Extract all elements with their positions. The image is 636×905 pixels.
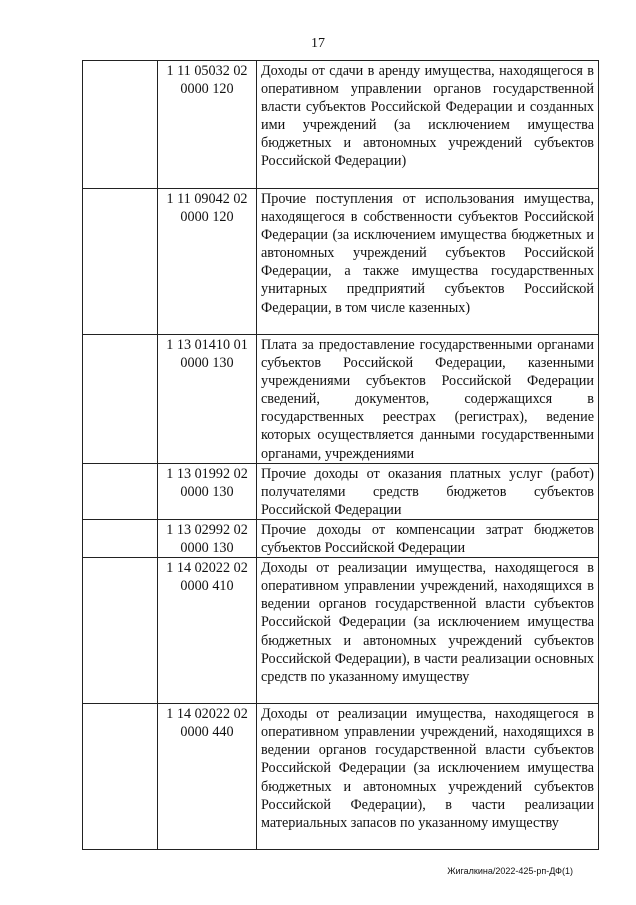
- revenue-description: Доходы от реализации имущества, находящегося в оперативном управлении учреждений, находящихся в ведении органов государственной власти субъектов Российской Федерации (за исключением имущества бюджетных и автономных учреждений субъектов Российской Федерации), в части реализации материальных запасов по указанному имуществу: [257, 704, 599, 850]
- empty-cell: [83, 519, 158, 557]
- page-number: 17: [311, 36, 325, 51]
- budget-code: 1 11 05032 02 0000 120: [158, 61, 257, 189]
- table-row: [83, 704, 599, 850]
- budget-code: 1 13 01410 01 0000 130: [158, 335, 257, 464]
- budget-code: 1 13 01992 02 0000 130: [158, 463, 257, 519]
- budget-revenue-table: [82, 60, 599, 850]
- revenue-description: Прочие доходы от компенсации затрат бюджетов субъектов Российской Федерации: [257, 519, 599, 557]
- budget-code: 1 14 02022 02 0000 440: [158, 704, 257, 850]
- revenue-description: Прочие поступления от использования имущества, находящегося в собственности субъектов Российской Федерации (за исключением имущества бюджетных и автономных учреждений субъектов Российской Федерации, а также имущества государственных унитарных предприятий субъектов Российской Федерации, в том числе казенных): [257, 189, 599, 335]
- revenue-description: Прочие доходы от оказания платных услуг (работ) получателями средств бюджетов субъектов Российской Федерации: [257, 463, 599, 519]
- revenue-description: Доходы от реализации имущества, находящегося в оперативном управлении учреждений, находящихся в ведении органов государственной власти субъектов Российской Федерации (за исключением имущества бюджетных и автономных учреждений субъектов Российской Федерации), в части реализации основных средств по указанному имуществу: [257, 558, 599, 704]
- budget-code: 1 13 02992 02 0000 130: [158, 519, 257, 557]
- empty-cell: [83, 189, 158, 335]
- table-row: [83, 61, 599, 189]
- document-footer: Жигалкина/2022-425-рп-ДФ(1): [447, 866, 573, 876]
- empty-cell: [83, 704, 158, 850]
- budget-code: 1 11 09042 02 0000 120: [158, 189, 257, 335]
- table-row: [83, 335, 599, 464]
- table-row: [83, 463, 599, 519]
- revenue-description: Плата за предоставление государственными органами субъектов Российской Федерации, казенными учреждениями субъектов Российской Федерации сведений, документов, содержащихся в государственных реестрах (регистрах), ведение которых осуществляется данными государственными органами, учреждениями: [257, 335, 599, 464]
- empty-cell: [83, 335, 158, 464]
- table-row: [83, 189, 599, 335]
- empty-cell: [83, 61, 158, 189]
- table-row: [83, 558, 599, 704]
- empty-cell: [83, 463, 158, 519]
- empty-cell: [83, 558, 158, 704]
- table-row: [83, 519, 599, 557]
- revenue-description: Доходы от сдачи в аренду имущества, находящегося в оперативном управлении органов государственной власти субъектов Российской Федерации и созданных ими учреждений (за исключением имущества бюджетных и автономных учреждений субъектов Российской Федерации): [257, 61, 599, 189]
- budget-code: 1 14 02022 02 0000 410: [158, 558, 257, 704]
